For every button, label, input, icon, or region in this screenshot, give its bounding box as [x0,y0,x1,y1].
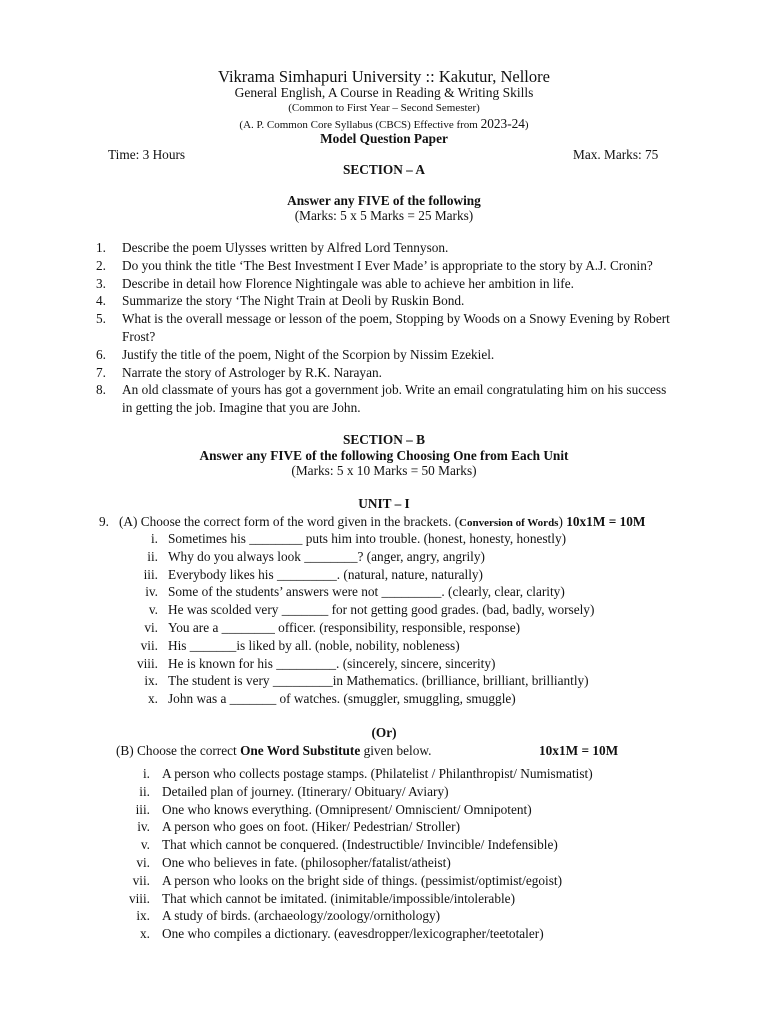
question-item [0,346,768,364]
question-item [0,239,768,257]
part-b-topic: One Word Substitute [240,743,361,758]
section-a-marks: (Marks: 5 x 5 Marks = 25 Marks) [294,208,474,223]
syllabus-suffix: ) [524,119,529,131]
item-text: One who knows everything. (Omnipresent/ Omniscient/ Omnipotent) [162,801,532,817]
section-b-title: SECTION – B [342,432,426,447]
item-text: Why do you always look ________? (anger, angry, angrily) [168,548,485,564]
exam-time: Time: 3 Hours [108,147,186,162]
item-number: x. [140,926,150,942]
item-number: iv. [137,819,150,835]
question-item [0,364,768,382]
question-number: 2. [96,257,106,273]
question-text: Do you think the title ‘The Best Investment I Ever Made’ is appropriate to the story by A.J. Cronin? [122,257,653,273]
list-item [0,907,768,925]
item-text: You are a ________ officer. (responsibility, responsible, response) [168,619,521,635]
item-number: i. [150,531,158,546]
item-text: A person who looks on the bright side of things. (pessimist/optimist/egoist) [162,872,563,888]
item-number: ix. [144,673,158,689]
item-text: A person who goes on foot. (Hiker/ Pedestrian/ Stroller) [162,819,461,835]
list-item [0,548,768,566]
item-number: vi. [144,619,158,635]
list-item [0,818,768,836]
part-a-close: ) [558,514,563,529]
item-number: iv. [145,584,158,600]
item-text: John was a _______ of watches. (smuggler, smuggling, smuggle) [168,691,516,707]
question-number: 3. [96,275,106,291]
section-a-questions [0,239,768,417]
item-text: A person who collects postage stamps. (Philatelist / Philanthropist/ Numismatist) [162,766,593,781]
list-item [0,836,768,854]
or-divider: (Or) [371,725,397,740]
section-a-instruction: Answer any FIVE of the following [287,193,481,208]
section-a-title: SECTION – A [342,162,426,177]
item-text: He is known for his _________. (sincerely, sincere, sincerity) [168,655,496,671]
max-marks: Max. Marks: 75 [573,147,659,162]
item-number: vi. [136,854,150,870]
question-number: 1. [96,240,106,255]
item-text: Everybody likes his _________. (natural, nature, naturally) [168,566,483,582]
question-text: Justify the title of the poem, Night of the Scorpion by Nissim Ezekiel. [122,346,495,362]
item-text: One who believes in fate. (philosopher/fatalist/atheist) [162,854,451,870]
list-item [0,655,768,673]
item-text: His _______is liked by all. (noble, nobility, nobleness) [168,637,460,653]
item-number: v. [140,837,150,853]
item-number: ix. [136,908,150,924]
question-text: Narrate the story of Astrologer by R.K. Narayan. [122,364,382,380]
list-item [0,765,768,783]
syllabus-note [0,116,768,132]
question-number: 9. [99,514,109,529]
university-name: Vikrama Simhapuri University :: Kakutur, Nellore [218,67,550,86]
item-number: ii. [147,548,158,564]
item-number: iii. [143,566,158,582]
item-number: viii. [136,655,158,671]
item-number: x. [148,691,158,707]
part-b-prefix: (B) Choose the correct [116,743,241,758]
common-to-note: (Common to First Year – Second Semester) [288,102,480,114]
item-number: viii. [128,890,150,906]
part-a-topic: Conversion of Words [459,517,559,529]
item-text: That which cannot be imitated. (inimitable/impossible/intolerable) [162,890,516,906]
question-text: What is the overall message or lesson of the poem, Stopping by Woods on a Snowy Evening by Robert Frost? [122,311,670,344]
question-number: 6. [96,346,106,362]
item-number: vii. [132,872,150,888]
question-item [0,381,768,417]
list-item [0,530,768,548]
item-number: v. [148,602,158,618]
question-number: 7. [96,364,106,380]
course-title: General English, A Course in Reading & Writing Skills [234,85,534,100]
part-a-items [0,530,768,708]
paper-title: Model Question Paper [320,131,448,146]
section-b-instruction: Answer any FIVE of the following Choosing One from Each Unit [199,448,569,463]
part-b-marks: 10x1M = 10M [539,743,619,758]
item-number: i. [142,766,150,781]
part-a-text: (A) Choose the correct form of the word given in the brackets. ( [118,514,460,529]
question-number: 8. [96,382,106,398]
list-item [0,872,768,890]
item-text: He was scolded very _______ for not getting good grades. (bad, badly, worsely) [168,602,595,618]
item-text: A study of birds. (archaeology/zoology/ornithology) [162,908,441,924]
part-b-items [0,765,768,943]
part-b-suffix: given below. [360,743,432,758]
list-item [0,925,768,943]
question-number: 4. [96,293,106,309]
item-text: That which cannot be conquered. (Indestructible/ Invincible/ Indefensible) [162,837,558,853]
question-item [0,292,768,310]
item-text: The student is very _________in Mathematics. (brilliance, brilliant, brilliantly) [168,673,589,689]
list-item [0,583,768,601]
question-text: Describe in detail how Florence Nightingale was able to achieve her ambition in life. [122,275,574,291]
list-item [0,672,768,690]
item-text: Detailed plan of journey. (Itinerary/ Obituary/ Aviary) [162,783,449,799]
item-text: Some of the students’ answers were not _________. (clearly, clear, clarity) [168,584,565,600]
question-9-part-b [116,743,431,759]
item-number: vii. [140,637,158,653]
question-text: Summarize the story ‘The Night Train at Deoli by Ruskin Bond. [122,293,465,309]
question-item [0,310,768,346]
list-item [0,854,768,872]
list-item [0,783,768,801]
list-item [0,601,768,619]
question-text: Describe the poem Ulysses written by Alfred Lord Tennyson. [122,240,449,255]
question-9-part-a [99,514,645,530]
list-item [0,619,768,637]
question-item [0,257,768,275]
section-b-marks: (Marks: 5 x 10 Marks = 50 Marks) [291,463,477,478]
question-item [0,275,768,293]
list-item [0,637,768,655]
item-text: One who compiles a dictionary. (eavesdropper/lexicographer/teetotaler) [162,926,544,942]
question-number: 5. [96,311,106,327]
syllabus-prefix: (A. P. Common Core Syllabus (CBCS) Effective from [239,119,481,131]
question-text: An old classmate of yours has got a government job. Write an email congratulating him on his success in getting the job. Imagine that you are John. [122,382,667,416]
item-number: ii. [139,783,150,799]
list-item [0,890,768,908]
unit-title: UNIT – I [358,496,410,511]
list-item [0,690,768,708]
list-item [0,566,768,584]
list-item [0,801,768,819]
item-text: Sometimes his ________ puts him into trouble. (honest, honesty, honestly) [168,531,567,546]
part-a-marks: 10x1M = 10M [566,514,646,529]
syllabus-year: 2023-24 [480,116,525,131]
item-number: iii. [135,801,150,817]
